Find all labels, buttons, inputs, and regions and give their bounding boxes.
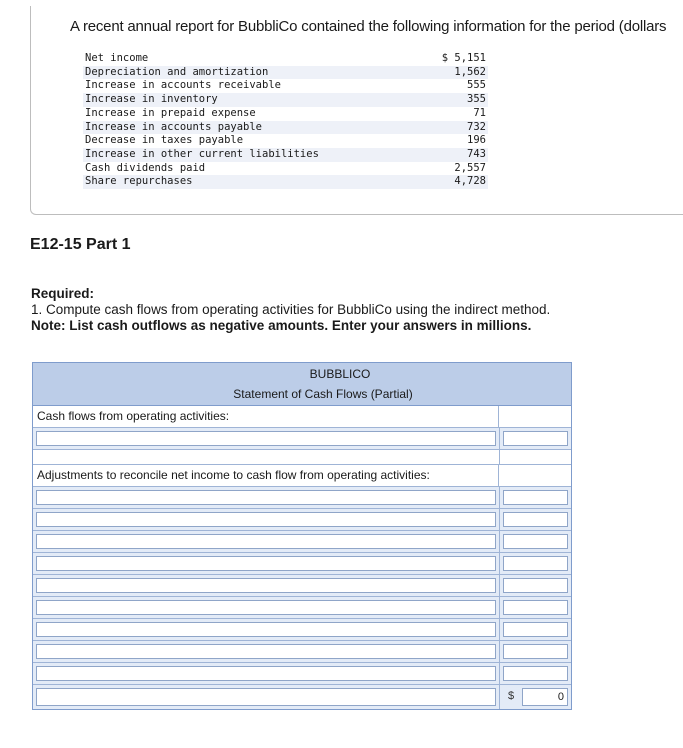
financial-item-label: Increase in prepaid expense — [85, 106, 256, 119]
adjustment-row — [33, 663, 571, 685]
financial-row — [83, 175, 488, 189]
financial-row — [83, 121, 488, 135]
intro-text: A recent annual report for BubbliCo contained the following information for the period (dollars — [70, 18, 667, 35]
adjustment-amount-input[interactable] — [503, 556, 568, 571]
total-row — [33, 685, 571, 709]
financial-row — [83, 93, 488, 107]
financial-item-value: 355 — [420, 93, 488, 107]
adjustment-amount-input[interactable] — [503, 666, 568, 681]
required-instruction: 1. Compute cash flows from operating activities for BubbliCo using the indirect method. — [31, 302, 551, 317]
financial-item-value: 4,728 — [420, 175, 488, 189]
total-label-input[interactable] — [36, 688, 496, 706]
financial-item-label: Increase in inventory — [83, 93, 420, 107]
required-label: Required: — [31, 286, 95, 301]
line-item-input[interactable] — [36, 431, 496, 446]
adjustment-label-input[interactable] — [36, 534, 496, 549]
adjustment-row — [33, 553, 571, 575]
financial-item-value: 71 — [473, 106, 486, 119]
financial-item-label: Increase in other current liabilities — [83, 148, 420, 162]
adjustment-row — [33, 597, 571, 619]
adjustment-label-input[interactable] — [36, 556, 496, 571]
spacer-row — [33, 450, 571, 465]
net-income-row — [33, 428, 571, 450]
total-currency: $ — [508, 690, 515, 702]
required-section — [31, 286, 550, 334]
adjustment-row — [33, 509, 571, 531]
adjustment-amount-input[interactable] — [503, 512, 568, 527]
financial-item-value: 1,562 — [420, 66, 488, 80]
financial-item-label: Cash dividends paid — [85, 161, 206, 174]
adjustment-amount-input[interactable] — [503, 600, 568, 615]
adjustment-amount-input[interactable] — [503, 534, 568, 549]
financial-item-label: Net income — [85, 52, 149, 64]
operating-section-label: Cash flows from operating activities: — [33, 406, 499, 427]
adjustment-label-input[interactable] — [36, 644, 496, 659]
total-amount: 0 — [522, 688, 568, 706]
financial-item-value: 196 — [467, 134, 486, 147]
note-label: Note: — [31, 318, 66, 333]
financial-item-label: Decrease in taxes payable — [85, 134, 244, 147]
statement-title: Statement of Cash Flows (Partial) — [233, 387, 413, 401]
financial-item-label: Increase in accounts payable — [83, 121, 420, 135]
financial-data-table — [83, 52, 488, 189]
adjustment-row — [33, 619, 571, 641]
note-line — [31, 318, 550, 334]
adjustment-amount-input[interactable] — [503, 622, 568, 637]
financial-item-value: $ 5,151 — [441, 52, 486, 64]
financial-item-value: 555 — [467, 79, 486, 92]
adjustment-label-input[interactable] — [36, 600, 496, 615]
cash-flow-worksheet — [32, 362, 572, 710]
financial-row — [83, 148, 488, 162]
adjustment-row — [33, 575, 571, 597]
adjustment-label-input[interactable] — [36, 490, 496, 505]
financial-item-label: Share repurchases — [83, 175, 420, 189]
adjustment-row — [33, 531, 571, 553]
amount-input[interactable] — [503, 431, 568, 446]
operating-section-row — [33, 406, 571, 428]
part-heading: E12-15 Part 1 — [30, 236, 131, 253]
financial-item-value: 743 — [420, 148, 488, 162]
financial-row — [83, 107, 488, 121]
financial-row — [83, 79, 488, 93]
financial-row — [83, 134, 488, 148]
adjustments-section-label: Adjustments to reconcile net income to cash flow from operating activities: — [33, 465, 499, 486]
financial-row — [83, 162, 488, 176]
adjustment-row — [33, 487, 571, 509]
adjustments-section-row — [33, 465, 571, 487]
worksheet-header — [33, 363, 571, 406]
adjustment-amount-input[interactable] — [503, 578, 568, 593]
adjustment-label-input[interactable] — [36, 578, 496, 593]
financial-item-label: Depreciation and amortization — [83, 66, 420, 80]
financial-item-value: 2,557 — [454, 161, 486, 174]
adjustment-amount-input[interactable] — [503, 490, 568, 505]
adjustment-label-input[interactable] — [36, 666, 496, 681]
financial-item-value: 732 — [420, 121, 488, 135]
company-name: BUBBLICO — [309, 367, 371, 381]
note-text: List cash outflows as negative amounts. Enter your answers in millions. — [69, 318, 532, 333]
adjustment-label-input[interactable] — [36, 622, 496, 637]
financial-row — [83, 66, 488, 80]
adjustment-row — [33, 641, 571, 663]
adjustment-amount-input[interactable] — [503, 644, 568, 659]
adjustment-label-input[interactable] — [36, 512, 496, 527]
financial-item-label: Increase in accounts receivable — [85, 79, 281, 92]
financial-row — [83, 52, 488, 66]
